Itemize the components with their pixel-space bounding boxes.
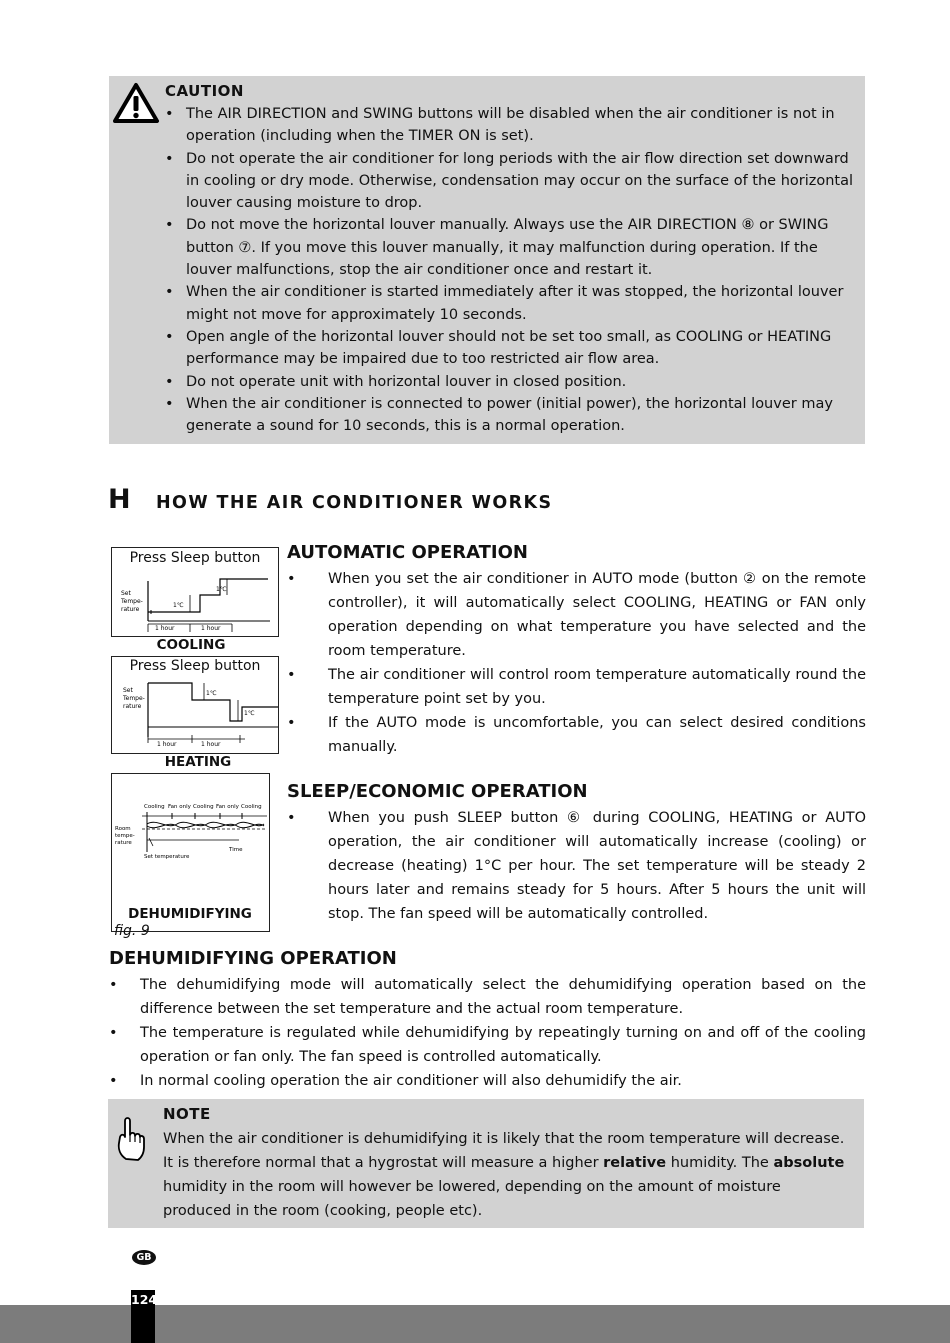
automatic-item: • When you set the air conditioner in AUTO mode (button ② on the remote controller), it will automatically select COOLING, HEATING or FAN only operation depending on what temperature you have selected and the room temperature. [287, 567, 866, 663]
automatic-list [287, 567, 866, 759]
caution-item: • When the air conditioner is connected to power (initial power), the horizontal louver may generate a sound for 10 seconds, this is a normal operation. [165, 393, 855, 438]
dehumidifying-caption: DEHUMIDIFYING [128, 906, 252, 922]
heating-label-set: Set [123, 687, 133, 694]
note-text-part: humidity in the room will however be lowered, depending on the amount of moisture produced in the room (cooking, people etc). [163, 1179, 781, 1219]
heating-figure-title: Press Sleep button [129, 658, 261, 674]
dehumidifying-mode: Cooling [241, 804, 262, 810]
figure-label: fig. 9 [114, 923, 150, 939]
note-bold-absolute: absolute [773, 1155, 845, 1171]
heating-step-1: 1℃ [206, 690, 217, 697]
note-bold-relative: relative [603, 1155, 667, 1171]
heating-hour-2: 1 hour [201, 741, 221, 748]
heating-caption: HEATING [164, 754, 232, 770]
caution-title: CAUTION [165, 82, 244, 100]
heating-figure [111, 656, 279, 754]
heating-graph [112, 657, 278, 753]
caution-item: • Do not operate unit with horizontal louver in closed position. [165, 371, 855, 393]
page-number: 124 [131, 1292, 158, 1307]
cooling-hour-1: 1 hour [155, 625, 175, 632]
automatic-title: AUTOMATIC OPERATION [287, 542, 528, 563]
section-title: HOW THE AIR CONDITIONER WORKS [156, 493, 553, 513]
dehumidifying-time: Time [229, 847, 243, 853]
warning-triangle-icon [112, 82, 160, 124]
dehumidifying-item: • The temperature is regulated while dehumidifying by repeatingly turning on and off of the cooling operation or fan only. The fan speed is controlled automatically. [109, 1021, 866, 1069]
caution-item: • The AIR DIRECTION and SWING buttons will be disabled when the air conditioner is not in operation (including when the TIMER ON is set). [165, 103, 855, 148]
cooling-caption: COOLING [156, 637, 226, 653]
cooling-step-2: 1℃ [216, 586, 227, 593]
heating-hour-1: 1 hour [157, 741, 177, 748]
sleep-item: • When you push SLEEP button ⑥ during COOLING, HEATING or AUTO operation, the air conditioner will automatically increase (cooling) or decrease (heating) 1°C per hour. The set temperature will be steady 2 hours later and remains steady for 5 hours. After 5 hours the unit will stop. The fan speed will be automatically controlled. [287, 806, 866, 926]
caution-item: • Do not move the horizontal louver manually. Always use the AIR DIRECTION ⑧ or SWING button ⑦. If you move this louver manually, it may malfunction during operation. If the louver malfunctions, stop the air conditioner once and restart it. [165, 214, 855, 281]
note-text-part: When the air conditioner is dehumidifying it is likely that the room temperature will decrease. It is therefore normal that a hygrostat will measure a higher [163, 1131, 845, 1171]
dehumidifying-title: DEHUMIDIFYING OPERATION [109, 948, 397, 969]
cooling-figure [111, 547, 279, 637]
section-letter: H [108, 484, 131, 515]
sleep-title: SLEEP/ECONOMIC OPERATION [287, 781, 588, 802]
heating-step-2: 1℃ [244, 710, 255, 717]
caution-item: • Do not operate the air conditioner for long periods with the air flow direction set downward in cooling or dry mode. Otherwise, condensation may occur on the surface of the horizontal louver causing moisture to drop. [165, 148, 855, 215]
automatic-item: • The air conditioner will control room temperature automatically round the temperature point set by you. [287, 663, 866, 711]
note-box [108, 1099, 864, 1228]
pointing-hand-icon [114, 1115, 146, 1165]
cooling-figure-title: Press Sleep button [129, 550, 261, 566]
dehumidifying-label-tempe: tempe- [115, 833, 135, 839]
language-badge: GB [132, 1250, 156, 1265]
cooling-hour-2: 1 hour [201, 625, 221, 632]
dehumidifying-set-temperature: Set temperature [144, 854, 190, 860]
dehumidifying-mode: Cooling [144, 804, 165, 810]
dehumidifying-label-rature: rature [115, 840, 132, 846]
note-title: NOTE [163, 1105, 211, 1123]
cooling-step-1: 1℃ [173, 602, 184, 609]
dehumidifying-mode: Fan only [168, 804, 191, 810]
caution-box [109, 76, 865, 444]
heating-label-rature: rature [123, 703, 142, 710]
caution-item: • When the air conditioner is started immediately after it was stopped, the horizontal louver might not move for approximately 10 seconds. [165, 281, 855, 326]
note-text-part: humidity. The [670, 1155, 769, 1171]
cooling-label-rature: rature [121, 606, 140, 613]
dehumidifying-item: • The dehumidifying mode will automatically select the dehumidifying operation based on the difference between the set temperature and the actual room temperature. [109, 973, 866, 1021]
cooling-label-set: Set [121, 590, 131, 597]
dehumidifying-label-room: Room [115, 826, 131, 832]
caution-item: • Open angle of the horizontal louver should not be set too small, as COOLING or HEATING performance may be impaired due to too restricted air flow area. [165, 326, 855, 371]
cooling-graph [112, 548, 278, 636]
cooling-label-tempe: Tempe- [121, 598, 143, 605]
sleep-list [287, 806, 866, 926]
heating-label-tempe: Tempe- [123, 695, 145, 702]
dehumidifying-mode: Fan only [216, 804, 239, 810]
caution-list [165, 103, 855, 437]
note-text [163, 1127, 853, 1223]
dehumidifying-mode: Cooling [193, 804, 214, 810]
automatic-item: • If the AUTO mode is uncomfortable, you can select desired conditions manually. [287, 711, 866, 759]
dehumidifying-item: • In normal cooling operation the air conditioner will also dehumidify the air. [109, 1069, 866, 1093]
dehumidifying-list [109, 973, 866, 1093]
